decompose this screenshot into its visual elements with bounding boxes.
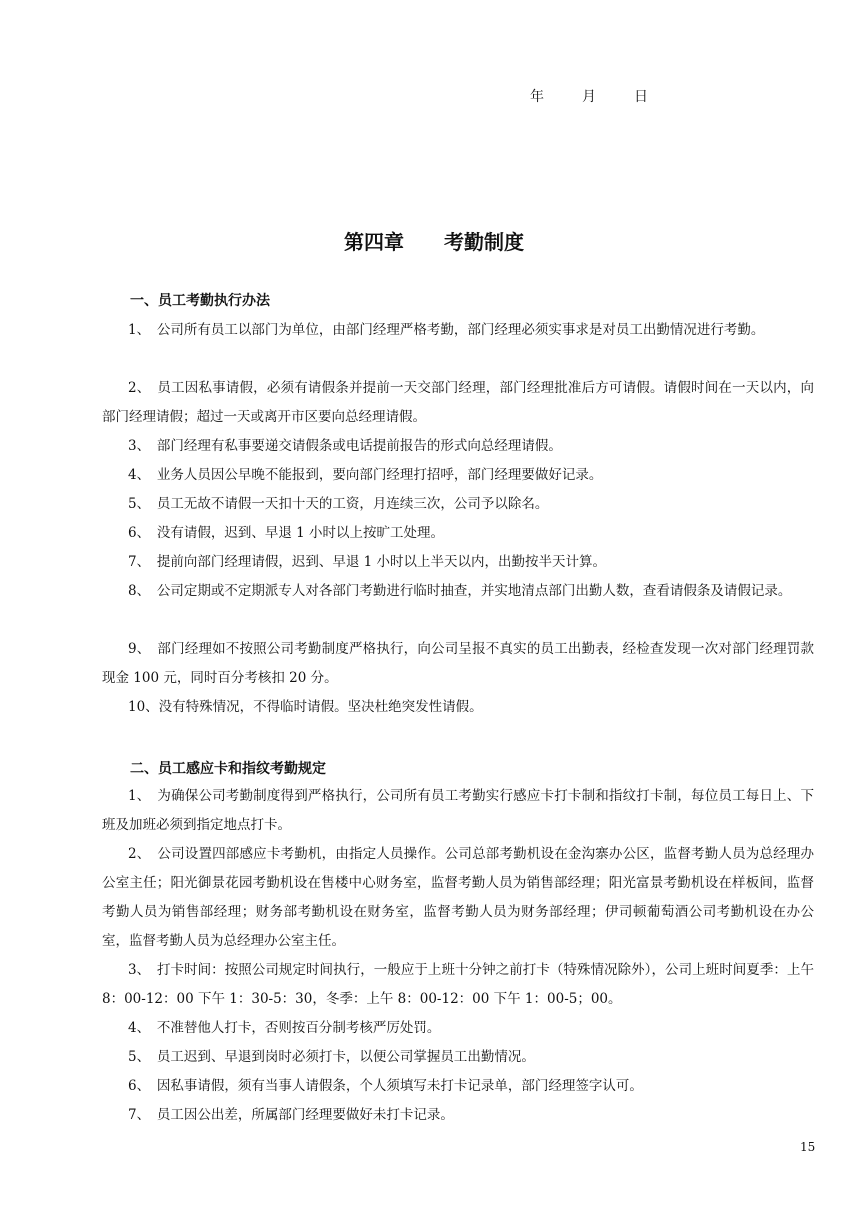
section2-item-2: 2、 公司设置四部感应卡考勤机，由指定人员操作。公司总部考勤机设在金沟寨办公区，监督考勤人员为总经理办公室主任；阳光御景花园考勤机设在售楼中心财务室，监督考勤人员为销售部经理；阳光富景考勤机设在样板间，监督考勤人员为销售部经理；财务部考勤机设在财务室，监督考勤人员为财务部经理；伊司顿葡萄酒公司考勤机设在办公室，监督考勤人员为总经理办公室主任。: [102, 846, 814, 949]
chapter-number: 第四章: [344, 230, 404, 254]
section1-item-10: 10、没有特殊情况，不得临时请假。坚决杜绝突发性请假。: [128, 699, 483, 715]
section1-item-6: 6、 没有请假，迟到、早退 1 小时以上按旷工处理。: [128, 525, 445, 541]
section2-title: 二、员工感应卡和指纹考勤规定: [130, 761, 326, 777]
section1-item-5: 5、 员工无故不请假一天扣十天的工资，月连续三次，公司予以除名。: [128, 496, 549, 512]
section1-item-9: 9、 部门经理如不按照公司考勤制度严格执行，向公司呈报不真实的员工出勤表，经检查发现一次对部门经理罚款现金 100 元，同时百分考核扣 20 分。: [102, 641, 814, 686]
chapter-title: 考勤制度: [444, 230, 524, 254]
page-number: 15: [800, 1140, 816, 1154]
section2-item-7: 7、 员工因公出差，所属部门经理要做好未打卡记录。: [128, 1107, 454, 1123]
date-year-label: 年: [530, 89, 544, 105]
section2-item-3: 3、 打卡时间：按照公司规定时间执行，一般应于上班十分钟之前打卡（特殊情况除外），公司上班时间夏季：上午 8：00-12：00 下午 1：30-5：30，冬季：上午 8：00-12：00 下午 1：00-5；00。: [102, 962, 814, 1007]
date-month-label: 月: [582, 89, 596, 105]
chapter-heading: [0, 226, 868, 255]
section1-item-1: 1、 公司所有员工以部门为单位，由部门经理严格考勤，部门经理必须实事求是对员工出勤情况进行考勤。: [128, 322, 765, 338]
section2-item-6: 6、 因私事请假，须有当事人请假条，个人须填写未打卡记录单，部门经理签字认可。: [128, 1078, 643, 1094]
section1-item-4: 4、 业务人员因公早晚不能报到，要向部门经理打招呼，部门经理要做好记录。: [128, 467, 603, 483]
date-day-label: 日: [634, 89, 648, 105]
section1-item-7: 7、 提前向部门经理请假，迟到、早退 1 小时以上半天以内，出勤按半天计算。: [128, 554, 607, 570]
section2-item-4: 4、 不准替他人打卡，否则按百分制考核严厉处罚。: [128, 1020, 441, 1036]
section1-title: 一、员工考勤执行办法: [130, 293, 270, 309]
section1-item-2: 2、 员工因私事请假，必须有请假条并提前一天交部门经理，部门经理批准后方可请假。请假时间在一天以内，向部门经理请假；超过一天或离开市区要向总经理请假。: [102, 380, 814, 425]
section2-item-1: 1、 为确保公司考勤制度得到严格执行，公司所有员工考勤实行感应卡打卡制和指纹打卡制，每位员工每日上、下班及加班必须到指定地点打卡。: [102, 788, 814, 833]
section1-item-3: 3、 部门经理有私事要递交请假条或电话提前报告的形式向总经理请假。: [128, 438, 562, 454]
section2-item-5: 5、 员工迟到、早退到岗时必须打卡，以便公司掌握员工出勤情况。: [128, 1049, 535, 1065]
date-line: [530, 86, 648, 106]
section1-item-8: 8、 公司定期或不定期派专人对各部门考勤进行临时抽查，并实地清点部门出勤人数，查看请假条及请假记录。: [128, 583, 792, 599]
